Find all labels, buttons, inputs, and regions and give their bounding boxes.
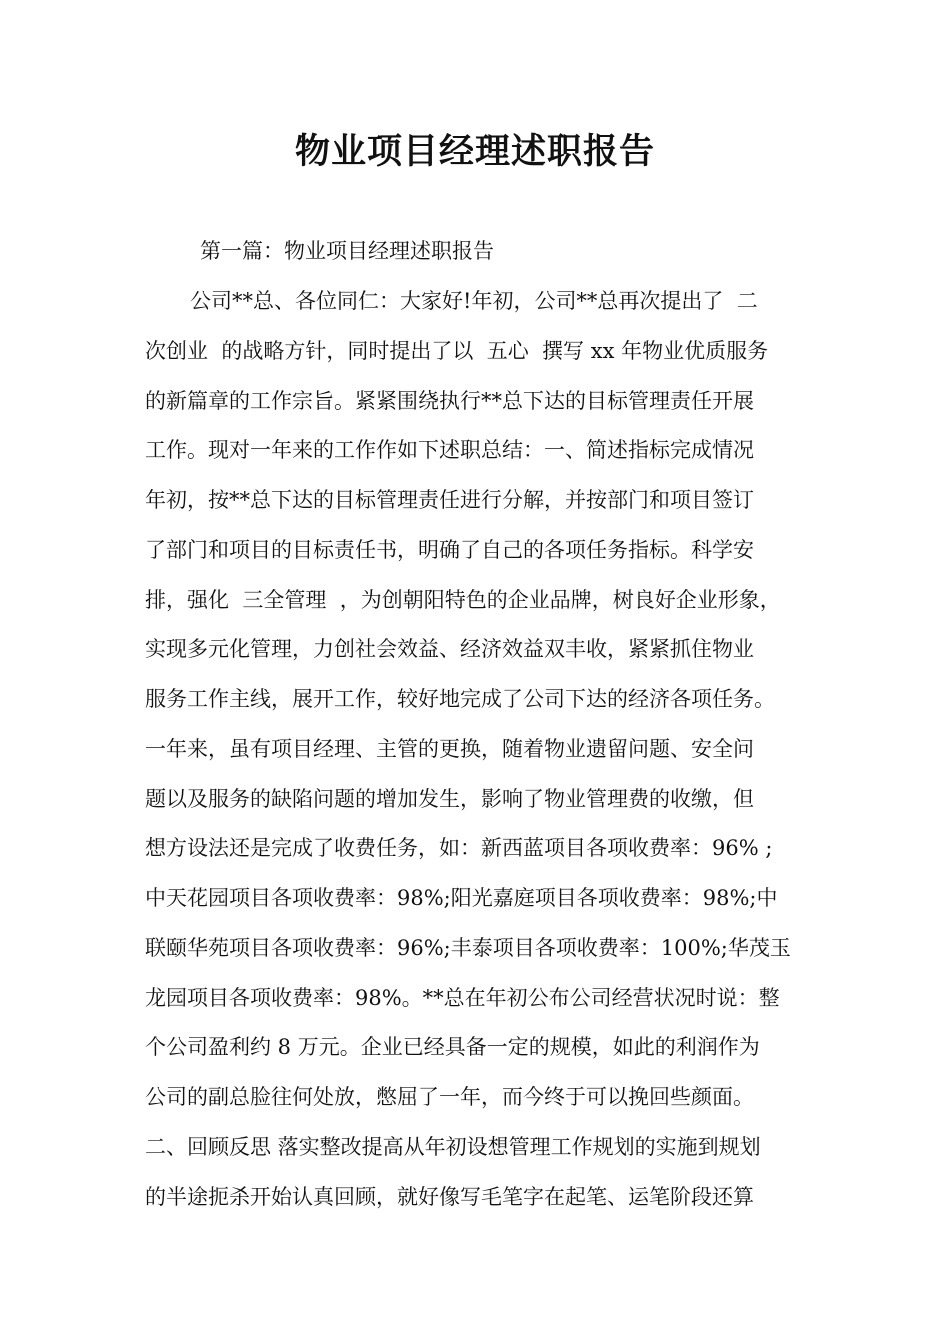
text-line: 公司**总、各位同仁：大家好!年初，公司**总再次提出了 二	[190, 289, 758, 313]
text-line: 的半途扼杀开始认真回顾，就好像写毛笔字在起笔、运笔阶段还算	[145, 1184, 754, 1209]
text-line: 实现多元化管理，力创社会效益、经济效益双丰收，紧紧抓住物业	[145, 637, 754, 662]
text-line: 服务工作主线，展开工作，较好地完成了公司下达的经济各项任务。	[145, 687, 775, 711]
text-line: 公司的副总脸往何处放，憋屈了一年，而今终于可以挽回些颜面。	[145, 1085, 754, 1109]
text-line: 联颐华苑项目各项收费率：96%;丰泰项目各项收费率：100%;华茂玉	[145, 935, 791, 960]
page-title: 物业项目经理述职报告	[294, 132, 655, 172]
text-line: 想方设法还是完成了收费任务，如：新西蓝项目各项收费率：96% ;	[145, 836, 773, 861]
text-line: 的新篇章的工作宗旨。紧紧围绕执行**总下达的目标管理责任开展	[145, 388, 754, 413]
text-line: 排，强化 三全管理 ，为创朝阳特色的企业品牌，树良好企业形象，	[145, 587, 781, 612]
document-subtitle: 第一篇：物业项目经理述职报告	[200, 239, 494, 263]
text-line: 年初，按**总下达的目标管理责任进行分解，并按部门和项目签订	[145, 488, 754, 512]
text-line: 工作。现对一年来的工作作如下述职总结：一、简述指标完成情况	[145, 438, 754, 463]
text-line: 个公司盈利约 8 万元。企业已经具备一定的规模，如此的利润作为	[145, 1035, 760, 1060]
text-line: 了部门和项目的目标责任书，明确了自己的各项任务指标。科学安	[145, 537, 754, 562]
body-text	[145, 283, 825, 1228]
text-line: 一年来，虽有项目经理、主管的更换，随着物业遗留问题、安全问	[145, 736, 754, 761]
text-line: 题以及服务的缺陷问题的增加发生，影响了物业管理费的收缴，但	[145, 786, 754, 811]
text-line: 次创业 的战略方针，同时提出了以 五心 撰写 xx 年物业优质服务	[145, 338, 769, 363]
text-line: 龙园项目各项收费率：98%。**总在年初公布公司经营状况时说：整	[145, 985, 780, 1010]
text-line: 二、回顾反思 落实整改提高从年初设想管理工作规划的实施到规划	[145, 1134, 761, 1159]
text-line: 中天花园项目各项收费率：98%;阳光嘉庭项目各项收费率：98%;中	[145, 886, 778, 910]
